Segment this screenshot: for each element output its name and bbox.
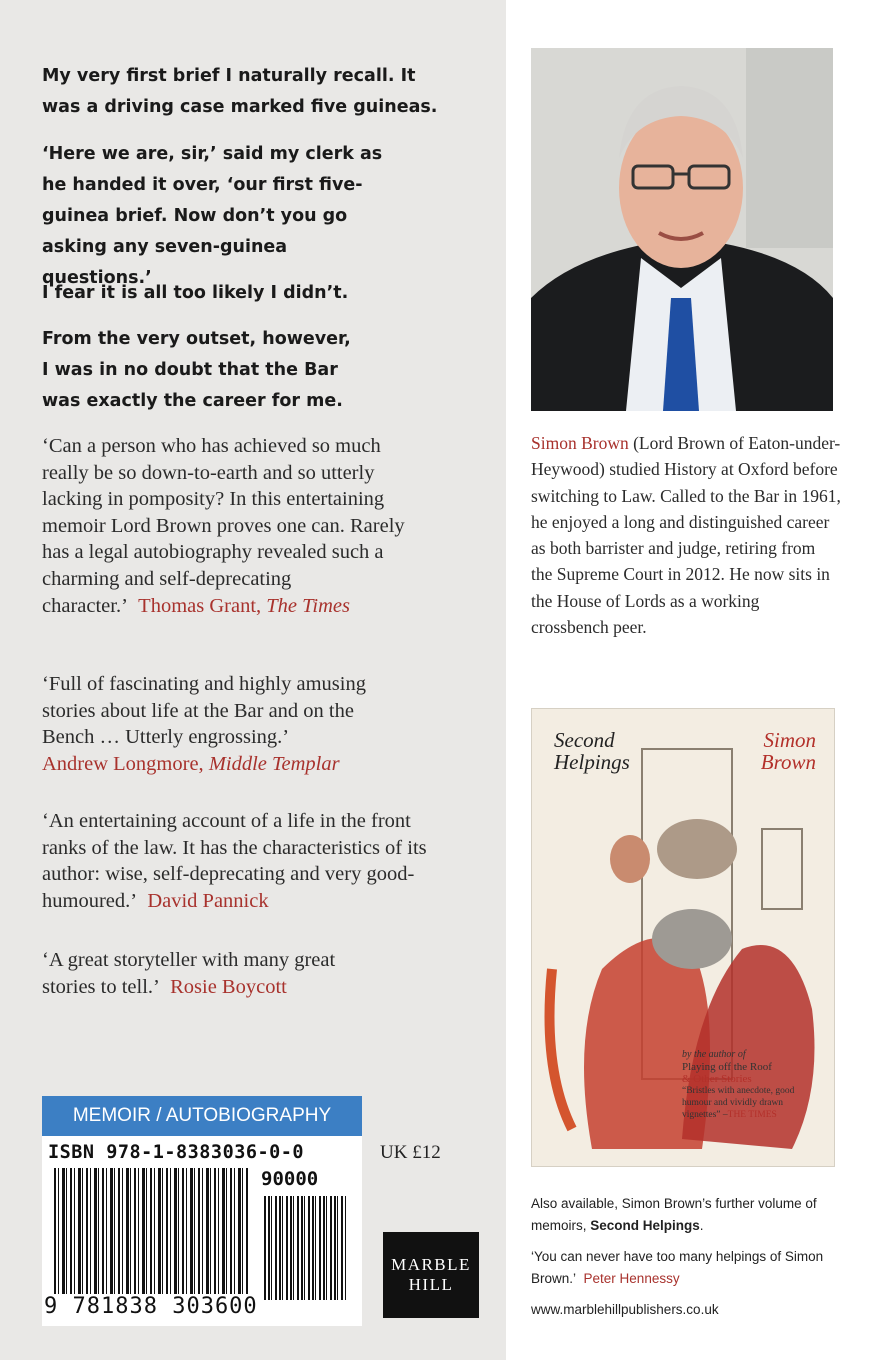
cover-author-line-2: Brown [760, 750, 816, 774]
cover-blurb-quote: “Bristles with anecdote, good humour and vividly drawn vignettes” –THE TIMES [682, 1086, 795, 1120]
publisher-logo [383, 1232, 479, 1318]
cover-title [554, 729, 630, 773]
author-photo [531, 48, 833, 411]
price: UK £12 [380, 1142, 441, 1163]
cover-blurb-by: by the author of [682, 1049, 746, 1060]
cover-title-line-2: Helpings [554, 750, 630, 774]
barcode-bars [54, 1168, 250, 1300]
intro-paragraph-2: ‘Here we are, sir,’ said my clerk as he handed it over, ‘our first five-guinea brief. Now don’t you go asking any seven-guinea questions.’ [42, 144, 383, 288]
author-bio-text: (Lord Brown of Eaton-under-Heywood) studied History at Oxford before switching to Law. Called to the Bar in 1961, he enjoyed a long and distinguished career as both barrister and judge, retiring from the Supreme Court in 2012. He now sits in the House of Lords as a working crossbench peer. [531, 433, 841, 638]
intro-paragraph-3: I fear it is all too likely I didn’t. [42, 283, 349, 303]
logo-line-1: MARBLE [391, 1255, 471, 1274]
cover-blurb [682, 1049, 812, 1121]
cover-blurb-book-1: Playing off the Roof [682, 1061, 772, 1073]
isbn-barcode [42, 1136, 362, 1326]
category-label: MEMOIR / AUTOBIOGRAPHY [42, 1096, 362, 1136]
cover-title-line-1: Second [554, 728, 615, 752]
cover-author-line-1: Simon [763, 728, 816, 752]
review-attribution-3: David Pannick [147, 889, 269, 912]
also-available-title: Second Helpings [590, 1218, 700, 1233]
review-quote-1: ‘Can a person who has achieved so much really be so down-to-earth and so utterly lacking in pomposity? In this entertaining memoir Lord Brown proves one can. Rarely has a legal autobiography revealed such a charming and self-deprecating character.’ Thomas Grant, The Times [42, 435, 405, 617]
review-quote-3: ‘An entertaining account of a life in the front ranks of the law. It has the characteristics of its author: wise, self-deprecating and very good-humoured.’ David Pannick [42, 810, 427, 912]
cover-author [761, 729, 816, 773]
intro-paragraph-4: From the very outset, however, I was in no doubt that the Bar was exactly the career for me. [42, 329, 351, 411]
isbn-number: 9 781838 303600 [44, 1294, 262, 1319]
review-attribution-2: Andrew Longmore, Middle Templar [42, 752, 340, 775]
cover-blurb-book-2: & Other Stories [682, 1073, 752, 1085]
review-quote-4: ‘A great storyteller with many great stories to tell.’ Rosie Boycott [42, 949, 336, 998]
review-attribution-4: Rosie Boycott [170, 975, 287, 998]
isbn-addon: 90000 [261, 1168, 319, 1190]
author-bio [531, 430, 841, 640]
publisher-website: www.marblehillpublishers.co.uk [531, 1302, 719, 1317]
logo-line-2: HILL [408, 1275, 454, 1294]
hennessy-attribution: Peter Hennessy [583, 1271, 680, 1286]
hennessy-quote: ‘You can never have too many helpings of Simon Brown.’ Peter Hennessy [531, 1249, 824, 1286]
also-available: Also available, Simon Brown’s further volume of memoirs, Second Helpings. [531, 1196, 817, 1233]
review-attribution-1: Thomas Grant, The Times [138, 594, 351, 617]
review-quote-2: ‘Full of fascinating and highly amusing stories about life at the Bar and on the Bench … Utterly engrossing.’ Andrew Longmore, Middle Templar [42, 673, 366, 775]
author-name: Simon Brown [531, 433, 629, 453]
barcode-addon-bars [264, 1196, 346, 1300]
second-helpings-cover [531, 708, 835, 1167]
intro-paragraph-1: My very first brief I naturally recall. It was a driving case marked five guineas. [42, 66, 438, 117]
isbn-top-text: ISBN 978-1-8383036-0-0 [48, 1142, 305, 1163]
